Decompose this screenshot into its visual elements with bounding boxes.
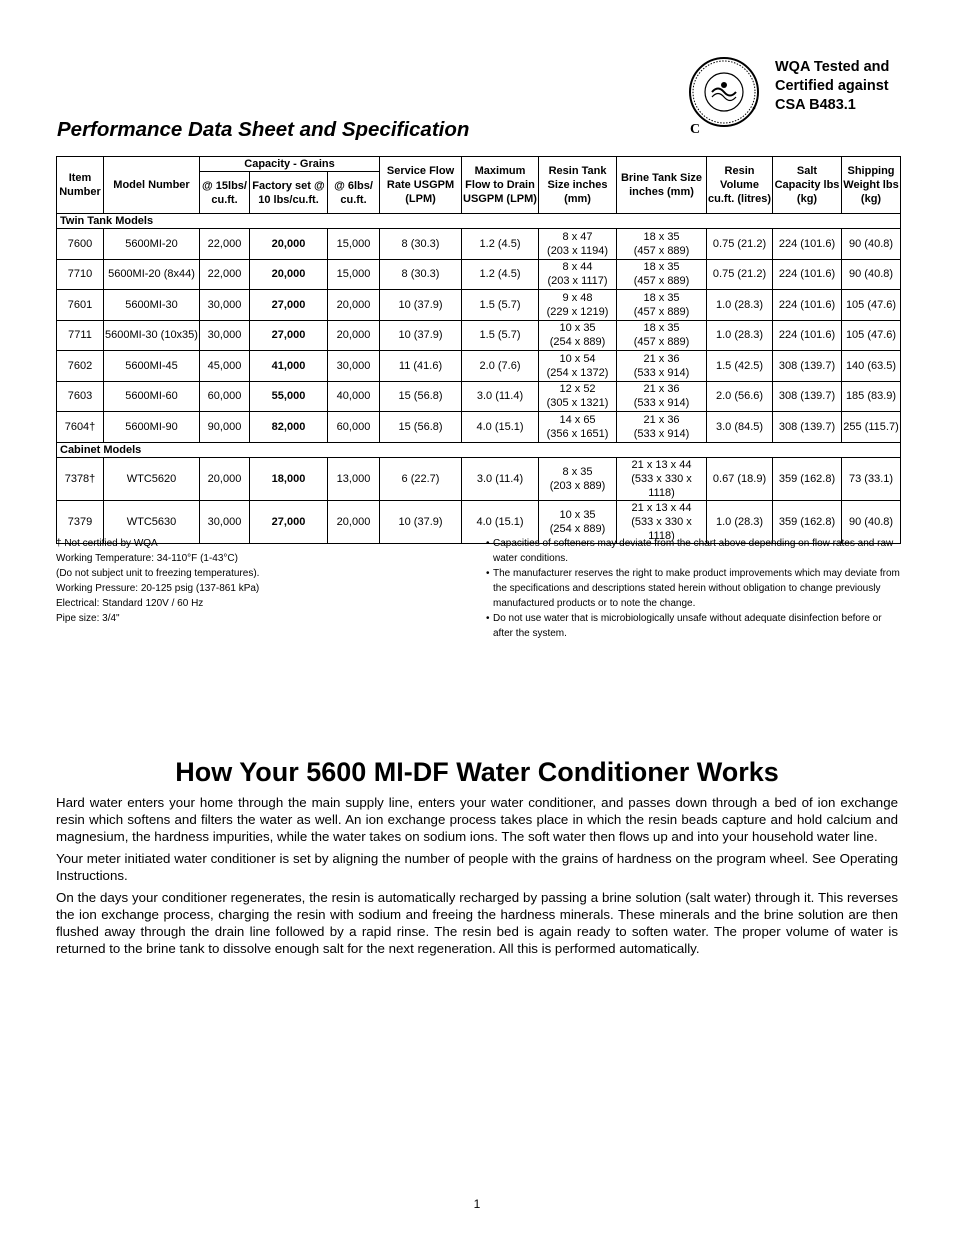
table-row	[57, 259, 901, 290]
header-max-flow-drain: Maximum Flow to Drain USGPM (LPM)	[462, 157, 539, 214]
header-brine-tank: Brine Tank Size inches (mm)	[617, 157, 707, 214]
max-flow-drain-cell: 2.0 (7.6)	[462, 351, 539, 382]
resin-tank-cell-line: 12 x 52	[559, 383, 596, 396]
resin-volume-cell: 0.75 (21.2)	[707, 259, 773, 290]
max-flow-drain-cell: 1.2 (4.5)	[462, 229, 539, 260]
resin-tank-cell-line: (203 x 1194)	[547, 244, 608, 257]
brine-tank-cell-line: (533 x 914)	[633, 397, 690, 410]
service-flow-cell: 8 (30.3)	[380, 259, 462, 290]
resin-tank-cell-line: (203 x 889)	[549, 479, 606, 492]
resin-tank-cell-line: 9 x 48	[562, 291, 593, 304]
table-row	[57, 457, 901, 500]
capacity-15lbs-cell: 90,000	[200, 412, 250, 443]
disclaimer-item: • Capacities of softeners may deviate from the chart above depending on flow rates and raw water conditions.	[486, 536, 900, 566]
salt-capacity-cell: 308 (139.7)	[773, 381, 842, 412]
brine-tank-cell	[617, 229, 707, 260]
service-flow-cell: 6 (22.7)	[380, 457, 462, 500]
brine-tank-cell-line: 21 x 36	[643, 352, 680, 365]
capacity-factory-cell: 18,000	[250, 457, 328, 500]
disclaimer-notes	[486, 536, 900, 641]
brine-tank-cell-line: 21 x 36	[643, 383, 680, 396]
paragraph: Your meter initiated water conditioner is set by aligning the number of people with the grains of hardness on the program wheel. See Operating Instructions.	[56, 851, 898, 883]
certification-line: CSA B483.1	[775, 97, 856, 113]
certification-line: WQA Tested and	[775, 59, 890, 75]
resin-tank-cell-line: (356 x 1651)	[546, 427, 609, 440]
salt-capacity-cell: 224 (101.6)	[773, 229, 842, 260]
resin-tank-cell	[539, 381, 617, 412]
table-row	[57, 290, 901, 321]
brine-tank-cell-line: 21 x 13 x 44	[631, 501, 692, 514]
resin-tank-cell-line: (254 x 1372)	[546, 366, 609, 379]
table-body	[57, 214, 901, 544]
group-row	[57, 442, 901, 457]
certification-line: Certified against	[775, 78, 889, 94]
resin-tank-cell	[539, 229, 617, 260]
item-number-cell: 7378†	[57, 457, 104, 500]
item-number-cell: 7603	[57, 381, 104, 412]
paragraph: On the days your conditioner regenerates, the resin is automatically recharged by passing a brine solution (salt water) through it. This reverses the ion exchange process, charging the resin with sodium and freeing the hardness minerals. These minerals and the brine solution are then flushed away through the drain line followed by a rapid rinse. The resin bed is again ready to soften water. The proper volume of water is returned to the brine tank to dissolve enough salt for the next regeneration. All this is performed automatically.	[56, 890, 898, 956]
brine-tank-cell	[617, 351, 707, 382]
brine-tank-cell-line: (533 x 914)	[633, 427, 690, 440]
brine-tank-cell-line: 18 x 35	[643, 261, 680, 274]
model-number-cell: WTC5630	[104, 500, 200, 543]
resin-tank-cell	[539, 290, 617, 321]
brine-tank-cell-line: 18 x 35	[643, 291, 680, 304]
capacity-15lbs-cell: 30,000	[200, 290, 250, 321]
service-flow-cell: 10 (37.9)	[380, 320, 462, 351]
resin-volume-cell: 1.0 (28.3)	[707, 290, 773, 321]
capacity-6lbs-cell: 20,000	[328, 500, 380, 543]
capacity-6lbs-cell: 15,000	[328, 259, 380, 290]
header-capacity-grains: Capacity - Grains	[200, 157, 380, 172]
header-shipping-weight: Shipping Weight lbs (kg)	[842, 157, 901, 214]
resin-tank-cell-line: 10 x 35	[559, 508, 596, 521]
certification-statement	[775, 58, 889, 115]
capacity-6lbs-cell: 15,000	[328, 229, 380, 260]
salt-capacity-cell: 224 (101.6)	[773, 290, 842, 321]
resin-tank-cell-line: (203 x 1117)	[547, 275, 608, 288]
item-number-cell: 7710	[57, 259, 104, 290]
model-number-cell: WTC5620	[104, 457, 200, 500]
brine-tank-cell-line: (457 x 889)	[633, 336, 690, 349]
capacity-15lbs-cell: 60,000	[200, 381, 250, 412]
brine-tank-cell-line: (457 x 889)	[633, 305, 690, 318]
note-line: Pipe size: 3/4"	[56, 613, 120, 624]
section-heading: How Your 5600 MI-DF Water Conditioner Works	[175, 757, 779, 787]
max-flow-drain-cell: 1.2 (4.5)	[462, 259, 539, 290]
table-row	[57, 229, 901, 260]
resin-tank-cell	[539, 351, 617, 382]
resin-tank-cell-line: 10 x 54	[559, 352, 596, 365]
brine-tank-cell-line: (457 x 889)	[633, 275, 690, 288]
max-flow-drain-cell: 4.0 (15.1)	[462, 500, 539, 543]
capacity-factory-cell: 27,000	[250, 320, 328, 351]
disclaimer-item: • The manufacturer reserves the right to make product improvements which may deviate from the specifications and descriptions stated herein without obligation to change previously manufactured products or to note the change.	[486, 566, 900, 611]
shipping-weight-cell: 105 (47.6)	[842, 320, 901, 351]
header-service-flow: Service Flow Rate USGPM (LPM)	[380, 157, 462, 214]
item-number-cell: 7602	[57, 351, 104, 382]
shipping-weight-cell: 90 (40.8)	[842, 229, 901, 260]
brine-tank-cell-line: 18 x 35	[643, 322, 680, 335]
resin-volume-cell: 2.0 (56.6)	[707, 381, 773, 412]
brine-tank-cell	[617, 381, 707, 412]
model-number-cell: 5600MI-20	[104, 229, 200, 260]
table-row	[57, 412, 901, 443]
brine-tank-cell-line: 21 x 36	[643, 413, 680, 426]
service-flow-cell: 10 (37.9)	[380, 290, 462, 321]
header-salt-capacity: Salt Capacity lbs (kg)	[773, 157, 842, 214]
explanation-text	[56, 794, 898, 962]
capacity-15lbs-cell: 30,000	[200, 320, 250, 351]
shipping-weight-cell: 73 (33.1)	[842, 457, 901, 500]
c-mark: C	[690, 122, 701, 137]
specification-notes	[56, 536, 259, 626]
capacity-15lbs-cell: 22,000	[200, 229, 250, 260]
shipping-weight-cell: 140 (63.5)	[842, 351, 901, 382]
item-number-cell: 7379	[57, 500, 104, 543]
wqa-certification-seal	[688, 56, 760, 128]
resin-tank-cell-line: 14 x 65	[559, 413, 596, 426]
item-number-cell: 7604†	[57, 412, 104, 443]
header-capacity-6lbs: @ 6lbs/ cu.ft.	[328, 172, 380, 214]
resin-tank-cell	[539, 457, 617, 500]
page-title: Performance Data Sheet and Specification	[57, 118, 470, 141]
capacity-6lbs-cell: 13,000	[328, 457, 380, 500]
group-row	[57, 214, 901, 229]
capacity-6lbs-cell: 60,000	[328, 412, 380, 443]
capacity-factory-cell: 20,000	[250, 229, 328, 260]
salt-capacity-cell: 224 (101.6)	[773, 320, 842, 351]
capacity-factory-cell: 27,000	[250, 290, 328, 321]
service-flow-cell: 15 (56.8)	[380, 412, 462, 443]
resin-tank-cell-line: (254 x 889)	[549, 336, 606, 349]
brine-tank-cell-line: (533 x 330 x 1118)	[631, 472, 692, 499]
group-label: Twin Tank Models	[57, 214, 901, 229]
max-flow-drain-cell: 3.0 (11.4)	[462, 457, 539, 500]
model-number-cell: 5600MI-45	[104, 351, 200, 382]
note-line: † Not certified by WQA	[56, 538, 158, 549]
brine-tank-cell-line: 21 x 13 x 44	[631, 458, 692, 471]
capacity-factory-cell: 20,000	[250, 259, 328, 290]
resin-tank-cell-line: 10 x 35	[559, 322, 596, 335]
capacity-15lbs-cell: 22,000	[200, 259, 250, 290]
brine-tank-cell	[617, 259, 707, 290]
max-flow-drain-cell: 1.5 (5.7)	[462, 290, 539, 321]
resin-tank-cell-line: 8 x 47	[562, 230, 593, 243]
resin-volume-cell: 0.75 (21.2)	[707, 229, 773, 260]
header-item-number: Item Number	[57, 157, 104, 214]
header-capacity-15lbs: @ 15lbs/ cu.ft.	[200, 172, 250, 214]
table-row	[57, 381, 901, 412]
resin-volume-cell: 1.5 (42.5)	[707, 351, 773, 382]
resin-tank-cell-line: 8 x 35	[562, 465, 593, 478]
salt-capacity-cell: 308 (139.7)	[773, 412, 842, 443]
brine-tank-cell	[617, 320, 707, 351]
header-model-number: Model Number	[104, 157, 200, 214]
capacity-6lbs-cell: 20,000	[328, 320, 380, 351]
note-line: Working Pressure: 20-125 psig (137-861 kPa)	[56, 583, 260, 594]
model-number-cell: 5600MI-90	[104, 412, 200, 443]
brine-tank-cell	[617, 290, 707, 321]
header-resin-tank: Resin Tank Size inches (mm)	[539, 157, 617, 214]
table-row	[57, 320, 901, 351]
resin-volume-cell: 0.67 (18.9)	[707, 457, 773, 500]
brine-tank-cell-line: 18 x 35	[643, 230, 680, 243]
shipping-weight-cell: 90 (40.8)	[842, 500, 901, 543]
model-number-cell: 5600MI-30	[104, 290, 200, 321]
resin-tank-cell	[539, 412, 617, 443]
shipping-weight-cell: 105 (47.6)	[842, 290, 901, 321]
note-line: Working Temperature: 34-110°F (1-43°C)	[56, 553, 238, 564]
resin-tank-cell-line: (254 x 889)	[549, 522, 606, 535]
disclaimer-item: • Do not use water that is microbiologically unsafe without adequate disinfection before or after the system.	[486, 611, 900, 641]
brine-tank-cell-line: (457 x 889)	[633, 244, 690, 257]
brine-tank-cell	[617, 457, 707, 500]
resin-tank-cell-line: 8 x 44	[562, 261, 593, 274]
salt-capacity-cell: 224 (101.6)	[773, 259, 842, 290]
max-flow-drain-cell: 1.5 (5.7)	[462, 320, 539, 351]
salt-capacity-cell: 359 (162.8)	[773, 457, 842, 500]
capacity-15lbs-cell: 45,000	[200, 351, 250, 382]
page-number: 1	[473, 1197, 481, 1211]
capacity-factory-cell: 27,000	[250, 500, 328, 543]
item-number-cell: 7600	[57, 229, 104, 260]
model-number-cell: 5600MI-30 (10x35)	[104, 320, 200, 351]
note-line: (Do not subject unit to freezing temperatures).	[56, 568, 260, 579]
header-capacity-factory: Factory set @ 10 lbs/cu.ft.	[250, 172, 328, 214]
resin-tank-cell	[539, 320, 617, 351]
table-row	[57, 351, 901, 382]
brine-tank-cell	[617, 412, 707, 443]
brine-tank-cell-line: (533 x 914)	[633, 366, 690, 379]
capacity-factory-cell: 82,000	[250, 412, 328, 443]
model-number-cell: 5600MI-20 (8x44)	[104, 259, 200, 290]
resin-volume-cell: 1.0 (28.3)	[707, 320, 773, 351]
service-flow-cell: 10 (37.9)	[380, 500, 462, 543]
item-number-cell: 7711	[57, 320, 104, 351]
header-resin-volume: Resin Volume cu.ft. (litres)	[707, 157, 773, 214]
paragraph: Hard water enters your home through the main supply line, enters your water conditioner, and passes down through a bed of ion exchange resin which softens and filters the water as well. An ion exchange process takes place in which the resin beads capture and hold calcium and magnesium, the hardness impurities, while the water takes on sodium ions. The soft water then flows up and into your household water line.	[56, 795, 898, 844]
note-line: Electrical: Standard 120V / 60 Hz	[56, 598, 204, 609]
shipping-weight-cell: 185 (83.9)	[842, 381, 901, 412]
resin-volume-cell: 1.0 (28.3)	[707, 500, 773, 543]
max-flow-drain-cell: 4.0 (15.1)	[462, 412, 539, 443]
resin-tank-cell-line: (305 x 1321)	[546, 397, 609, 410]
capacity-15lbs-cell: 30,000	[200, 500, 250, 543]
capacity-6lbs-cell: 40,000	[328, 381, 380, 412]
service-flow-cell: 15 (56.8)	[380, 381, 462, 412]
shipping-weight-cell: 90 (40.8)	[842, 259, 901, 290]
resin-tank-cell	[539, 259, 617, 290]
item-number-cell: 7601	[57, 290, 104, 321]
shipping-weight-cell: 255 (115.7)	[842, 412, 901, 443]
salt-capacity-cell: 308 (139.7)	[773, 351, 842, 382]
resin-tank-cell-line: (229 x 1219)	[546, 305, 609, 318]
capacity-6lbs-cell: 30,000	[328, 351, 380, 382]
brine-tank-cell-line: (533 x 330 x 1118)	[631, 515, 692, 542]
performance-data-table	[56, 156, 901, 544]
resin-volume-cell: 3.0 (84.5)	[707, 412, 773, 443]
group-label: Cabinet Models	[57, 442, 901, 457]
max-flow-drain-cell: 3.0 (11.4)	[462, 381, 539, 412]
capacity-15lbs-cell: 20,000	[200, 457, 250, 500]
service-flow-cell: 11 (41.6)	[380, 351, 462, 382]
salt-capacity-cell: 359 (162.8)	[773, 500, 842, 543]
capacity-factory-cell: 55,000	[250, 381, 328, 412]
capacity-factory-cell: 41,000	[250, 351, 328, 382]
capacity-6lbs-cell: 20,000	[328, 290, 380, 321]
service-flow-cell: 8 (30.3)	[380, 229, 462, 260]
model-number-cell: 5600MI-60	[104, 381, 200, 412]
